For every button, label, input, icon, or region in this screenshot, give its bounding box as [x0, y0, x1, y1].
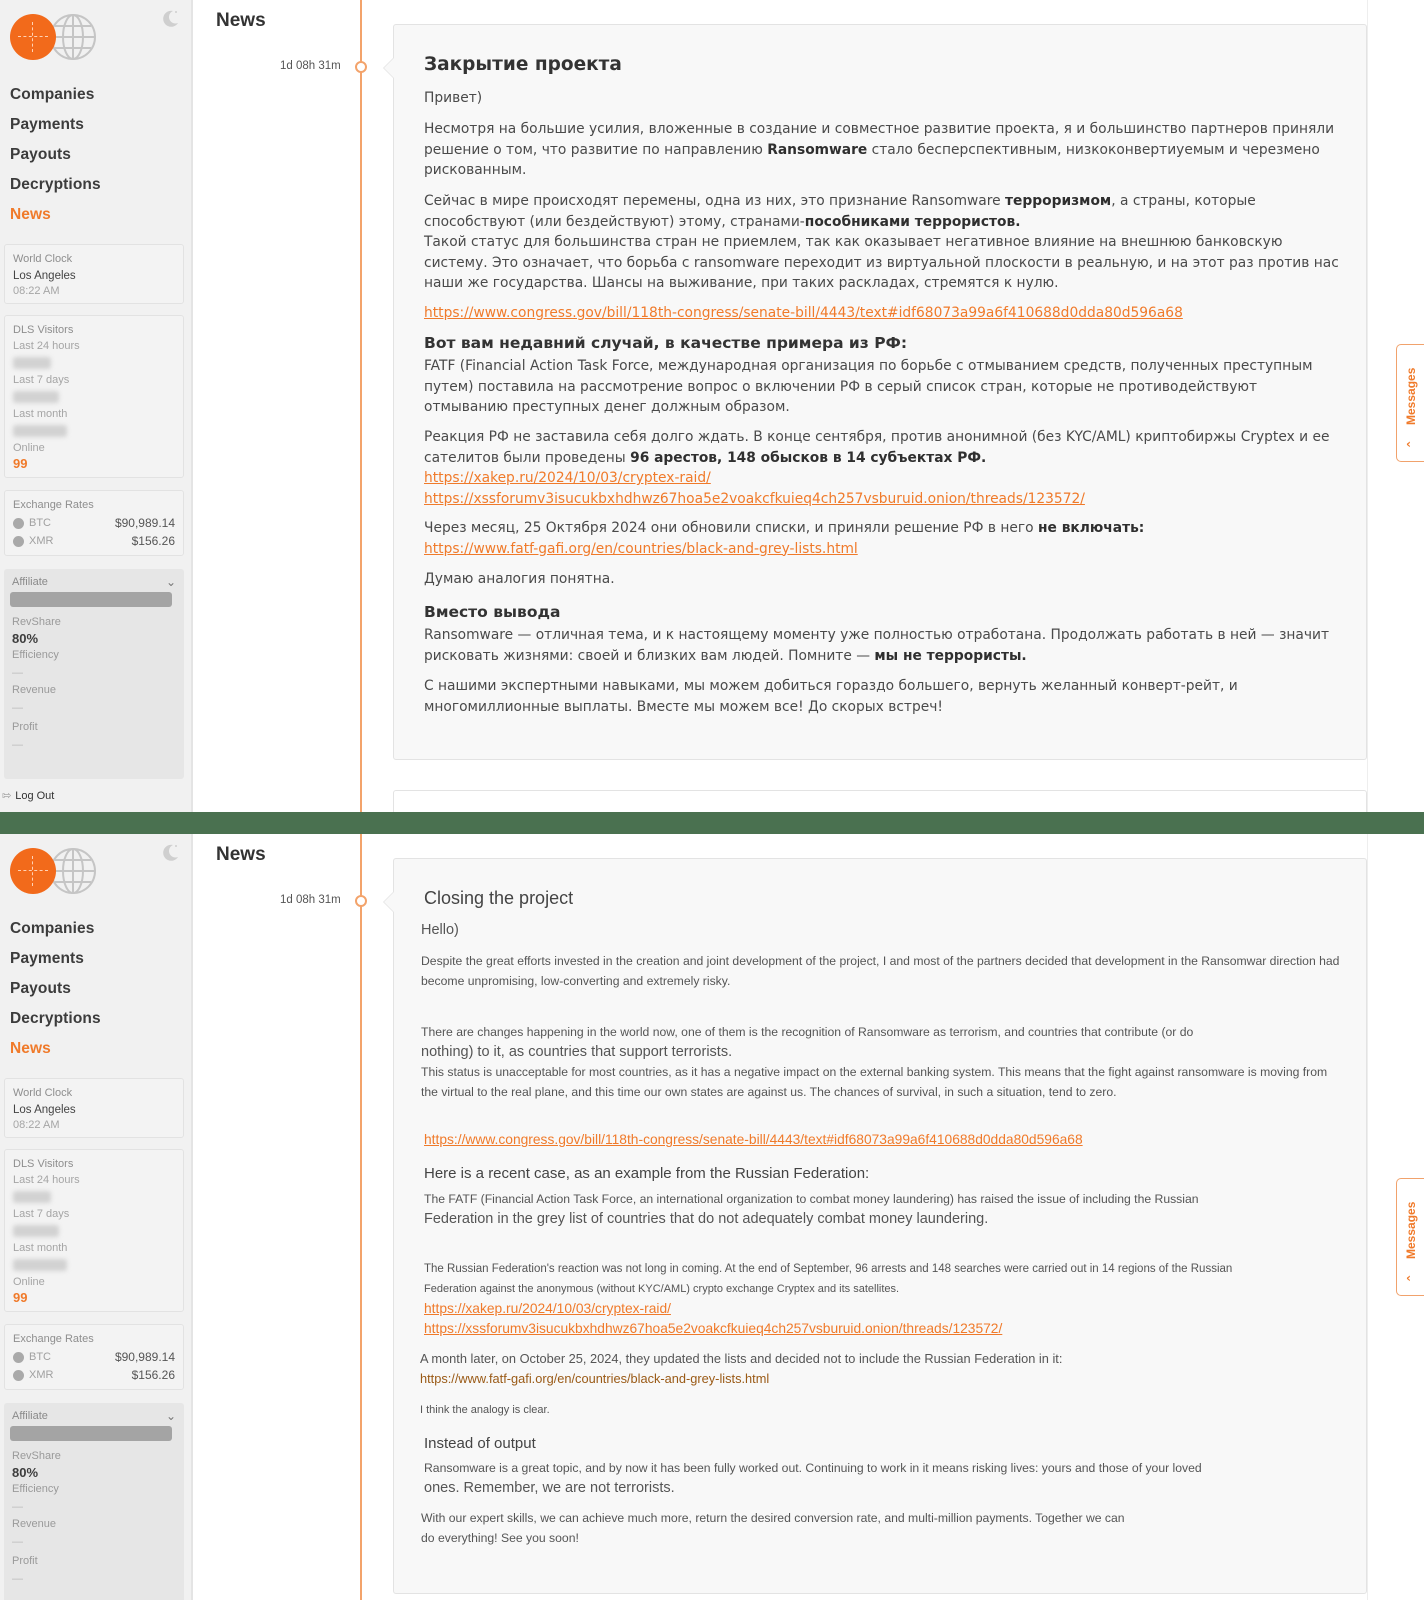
logout-label: Log Out	[15, 789, 55, 802]
congress-bill-link[interactable]: https://www.congress.gov/bill/118th-congress/senate-bill/4443/text#idf68073a99a6f410688d0dda80d596a68	[424, 305, 1183, 321]
post-paragraph: A month later, on October 25, 2024, they updated the lists and decided not to include the Russian Federation in it: https://www.fatf-gafi.org/en/countries/black-and-grey-lists.html	[420, 1349, 1342, 1389]
profit-label: Profit	[12, 721, 38, 733]
messages-tab-label: Messages	[1404, 367, 1418, 425]
crosshair-orb-icon	[10, 14, 56, 60]
monero-icon	[13, 536, 24, 547]
main-edge	[1367, 834, 1368, 1600]
rate-row-xmr	[13, 1366, 175, 1384]
logout-icon: ⇰	[2, 790, 12, 802]
messages-tab[interactable]	[1396, 1178, 1424, 1296]
dls-visitors-title: DLS Visitors	[13, 1158, 74, 1170]
sidebar-nav	[10, 918, 101, 1068]
post-paragraph: With our expert skills, we can achieve much more, return the desired conversion rate, and multi-million payments. Together we can do everything! See you soon!	[421, 1511, 1125, 1545]
sidebar-item-payouts[interactable]: Payouts	[10, 980, 71, 997]
xss-forum-link[interactable]: https://xssforumv3isucukbxhdhwz67hoa5e2voakcfkuieq4ch257vsburuid.onion/threads/123572/	[424, 490, 1085, 507]
sidebar-item-decryptions[interactable]: Decryptions	[10, 176, 101, 193]
revshare-value: 80%	[12, 1465, 39, 1480]
panel-divider	[0, 812, 1424, 834]
bitcoin-icon	[13, 1352, 24, 1363]
revenue-label: Revenue	[12, 684, 57, 696]
news-post-card	[393, 24, 1367, 760]
revenue-value: —	[12, 1536, 23, 1548]
affiliate-select[interactable]	[10, 592, 172, 607]
last-7d-value-redacted	[13, 391, 59, 403]
post-paragraph: Несмотря на большие усилия, вложенные в создание и совместное развитие проекта, я и большинство партнеров приняли решение о том, что развитие по направлению Ransomware стало бесперспективным, низкоконвертиуемым и черезмено рискованным.	[424, 121, 1335, 178]
post-subheading: Instead of output	[424, 1435, 536, 1452]
post-subheading: Вместо вывода	[424, 603, 561, 621]
sidebar-item-companies[interactable]: Companies	[10, 86, 95, 103]
online-label: Online	[13, 1276, 45, 1288]
online-count: 99	[13, 1290, 28, 1305]
xmr-price: $156.26	[131, 1368, 175, 1382]
last-month-label: Last month	[13, 1242, 68, 1254]
sidebar-item-companies[interactable]: Companies	[10, 920, 95, 937]
rate-row-btc	[13, 514, 175, 532]
last-7d-label: Last 7 days	[13, 374, 70, 386]
last-24h-label: Last 24 hours	[13, 1174, 80, 1186]
exchange-rates-widget	[4, 1324, 184, 1390]
last-month-label: Last month	[13, 408, 68, 420]
online-count: 99	[13, 456, 28, 471]
sidebar-item-payments[interactable]: Payments	[10, 116, 85, 133]
exchange-rates-title: Exchange Rates	[13, 1333, 94, 1345]
post-link-paragraph	[424, 1130, 1342, 1151]
post-paragraph: Через месяц, 25 Октября 2024 они обновили списки, и приняли решение РФ в него не включать: https://www.fatf-gafi.org/en/countries/black-and-grey-lists.html	[424, 520, 1145, 557]
chevron-left-icon: ‹	[1406, 437, 1411, 451]
world-clock-title: World Clock	[13, 1087, 73, 1099]
sidebar-item-payouts[interactable]: Payouts	[10, 146, 71, 163]
chevron-down-icon[interactable]: ⌄	[165, 575, 176, 589]
exchange-rates-widget	[4, 490, 184, 556]
revenue-label: Revenue	[12, 1518, 57, 1530]
next-news-post-card	[393, 790, 1367, 812]
revenue-value: —	[12, 702, 23, 714]
fatf-list-link[interactable]: https://www.fatf-gafi.org/en/countries/black-and-grey-lists.html	[420, 1371, 770, 1386]
post-paragraph: Ransomware is a great topic, and by now it has been fully worked out. Continuing to work in it means risking lives: yours and those of your loved ones. Remember, we are not terrorists.	[424, 1461, 1202, 1496]
logo[interactable]	[10, 846, 90, 896]
logout-button[interactable]	[2, 789, 54, 802]
xakep-link[interactable]: https://xakep.ru/2024/10/03/cryptex-raid/	[424, 470, 711, 486]
efficiency-value: —	[12, 1501, 23, 1513]
last-24h-value-redacted	[13, 357, 51, 369]
post-paragraph: С нашими экспертными навыками, мы можем добиться гораздо большего, вернуть желанный конверт-рейт, и многомиллионные выплаты. Вместе мы можем все! До скорых встреч!	[424, 678, 1238, 715]
post-timestamp: 1d 08h 31m	[280, 894, 341, 906]
sidebar	[0, 0, 193, 812]
post-paragraph: FATF (Financial Action Task Force, международная организация по борьбе с отмыванием средств, полученных преступным путем) поставила на рассмотрение вопрос о включении РФ в серый список стран, которые не противодействуют отмыванию преступных денег должным образом.	[424, 358, 1313, 415]
efficiency-label: Efficiency	[12, 649, 59, 661]
post-paragraph: I think the analogy is clear.	[420, 1404, 550, 1416]
moon-icon[interactable]	[160, 8, 180, 28]
news-post-card	[393, 858, 1367, 1594]
coin-label: BTC	[29, 517, 51, 529]
coin-label: XMR	[29, 535, 54, 547]
btc-price: $90,989.14	[114, 1350, 175, 1364]
post-paragraph: Думаю аналогия понятна.	[424, 571, 615, 587]
affiliate-widget	[4, 1403, 184, 1600]
sidebar-item-news[interactable]: News	[10, 1040, 51, 1057]
last-7d-value-redacted	[13, 1225, 59, 1237]
efficiency-label: Efficiency	[12, 1483, 59, 1495]
post-paragraph: Реакция РФ не заставила себя долго ждать. В конце сентября, против анонимной (без KYC/AML) криптобиржы Cryptex и ее сателитов были проведены 96 арестов, 148 обысков в 14 субъектах РФ. https://xakep.ru/2024/10/03/cryptex-raid/ https://xssforumv3isucukbxhdhwz67hoa5e2voakcfkuieq4ch257vsburuid.onion/threads/123572/	[424, 429, 1330, 507]
sidebar-nav	[10, 84, 101, 234]
last-7d-label: Last 7 days	[13, 1208, 70, 1220]
dls-visitors-widget	[4, 1149, 184, 1312]
world-clock-widget	[4, 1078, 184, 1138]
profit-value: —	[12, 1573, 23, 1585]
last-month-value-redacted	[13, 1259, 67, 1271]
xss-forum-link[interactable]: https://xssforumv3isucukbxhdhwz67hoa5e2voakcfkuieq4ch257vsburuid.onion/threads/123572/	[424, 1321, 1003, 1336]
online-label: Online	[13, 442, 45, 454]
messages-tab[interactable]	[1396, 344, 1424, 462]
logo[interactable]	[10, 12, 90, 62]
post-paragraph: Ransomware — отличная тема, и к настоящему моменту уже полностью отработана. Продолжать работать в ней — значит рисковать жизнями: своей и близких вам людей. Помните — мы не террористы.	[424, 627, 1330, 664]
page-title: News	[216, 10, 266, 31]
bitcoin-icon	[13, 518, 24, 529]
world-clock-time: 08:22 AM	[13, 1119, 60, 1131]
timeline-dot	[355, 895, 367, 907]
moon-icon[interactable]	[160, 842, 180, 862]
chevron-left-icon: ‹	[1406, 1271, 1411, 1285]
card-pointer	[383, 891, 394, 913]
last-24h-value-redacted	[13, 1191, 51, 1203]
xmr-price: $156.26	[131, 534, 175, 548]
revshare-label: RevShare	[12, 1450, 61, 1462]
profit-label: Profit	[12, 1555, 38, 1567]
post-subheading: Вот вам недавний случай, в качестве примера из РФ:	[424, 334, 908, 352]
last-24h-label: Last 24 hours	[13, 340, 80, 352]
post-greeting: Hello)	[421, 922, 459, 938]
affiliate-select[interactable]	[10, 1426, 172, 1441]
xakep-link[interactable]: https://xakep.ru/2024/10/03/cryptex-raid/	[424, 1301, 671, 1316]
crosshair-orb-icon	[10, 848, 56, 894]
world-clock-title: World Clock	[13, 253, 73, 265]
revshare-value: 80%	[12, 631, 39, 646]
card-pointer	[383, 57, 394, 79]
post-timestamp: 1d 08h 31m	[280, 60, 341, 72]
post-greeting: Привет)	[424, 90, 483, 106]
efficiency-value: —	[12, 667, 23, 679]
screenshot-panel-english	[0, 834, 1424, 1600]
messages-tab-label: Messages	[1404, 1201, 1418, 1259]
revshare-label: RevShare	[12, 616, 61, 628]
last-month-value-redacted	[13, 425, 67, 437]
timeline-line	[360, 834, 362, 1600]
rate-row-btc	[13, 1348, 175, 1366]
post-subheading: Here is a recent case, as an example from the Russian Federation:	[424, 1165, 870, 1182]
post-paragraph: Despite the great efforts invested in the creation and joint development of the project, I and most of the partners decided that development in the Ransomwar direction had become unpromising, low-converting and extremely risky.	[421, 954, 1340, 988]
world-clock-widget	[4, 244, 184, 304]
btc-price: $90,989.14	[114, 516, 175, 530]
post-title: Closing the project	[424, 888, 574, 908]
timeline-line	[360, 0, 362, 812]
rate-row-xmr	[13, 532, 175, 550]
world-clock-city: Los Angeles	[13, 270, 76, 282]
main-edge	[1367, 0, 1368, 812]
exchange-rates-title: Exchange Rates	[13, 499, 94, 511]
timeline-dot	[355, 61, 367, 73]
post-title: Закрытие проекта	[424, 54, 622, 75]
dls-visitors-widget	[4, 315, 184, 478]
congress-bill-link[interactable]: https://www.congress.gov/bill/118th-congress/senate-bill/4443/text#idf68073a99a6f410688d0dda80d596a68	[424, 1132, 1083, 1147]
dls-visitors-title: DLS Visitors	[13, 324, 74, 336]
world-clock-time: 08:22 AM	[13, 285, 60, 297]
affiliate-widget	[4, 569, 184, 779]
affiliate-title: Affiliate	[12, 1410, 48, 1422]
sidebar-item-payments[interactable]: Payments	[10, 950, 85, 967]
coin-label: BTC	[29, 1351, 51, 1363]
post-paragraph: Сейчас в мире происходят перемены, одна из них, это признание Ransomware терроризмом, а страны, которые способствуют (или бездействуют) этому, странами-пособниками террористов. Такой статус для большинства стран не приемлем, так как оказывает негативное влияние на внешнюю банковскую систему. Это означает, что борьба с ransomware переходит из виртуальной плоскости в реальную, и на этот раз против нас наши же государства. Шансы на выживание, при таких раскладах, стремятся к нулю.	[424, 193, 1339, 291]
post-link-paragraph	[424, 303, 1342, 324]
post-paragraph: The Russian Federation's reaction was not long in coming. At the end of September, 96 arrests and 148 searches were carried out in 14 regions of the Russian Federation against the anonymous (without KYC/AML) crypto exchange Cryptex and its satellites. https://xakep.ru/2024/10/03/cryptex-raid/ https://xssforumv3isucukbxhdhwz67hoa5e2voakcfkuieq4ch257vsburuid.onion/threads/123572/	[424, 1259, 1342, 1339]
sidebar	[0, 834, 193, 1600]
sidebar-item-news[interactable]: News	[10, 206, 51, 223]
page-title: News	[216, 844, 266, 865]
chevron-down-icon[interactable]: ⌄	[165, 1409, 176, 1423]
monero-icon	[13, 1370, 24, 1381]
world-clock-city: Los Angeles	[13, 1104, 76, 1116]
profit-value: —	[12, 739, 23, 751]
post-paragraph: The FATF (Financial Action Task Force, an international organization to combat money laundering) has raised the issue of including the Russian Federation in the grey list of countries that do not adequately combat money laundering.	[424, 1192, 1199, 1227]
sidebar-item-decryptions[interactable]: Decryptions	[10, 1010, 101, 1027]
post-paragraph: There are changes happening in the world now, one of them is the recognition of Ransomware as terrorism, and countries that contribute (or do nothing) to it, as countries that support terrorists. This status is unacceptable for most countries, as it has a negative impact on the external banking system. This means that the fight against ransomware is moving from the virtual to the real plane, and this time our own states are against us. The chances of survival, in such a situation, tend to zero.	[421, 1025, 1328, 1099]
affiliate-title: Affiliate	[12, 576, 48, 588]
coin-label: XMR	[29, 1369, 54, 1381]
fatf-list-link[interactable]: https://www.fatf-gafi.org/en/countries/black-and-grey-lists.html	[424, 540, 858, 557]
